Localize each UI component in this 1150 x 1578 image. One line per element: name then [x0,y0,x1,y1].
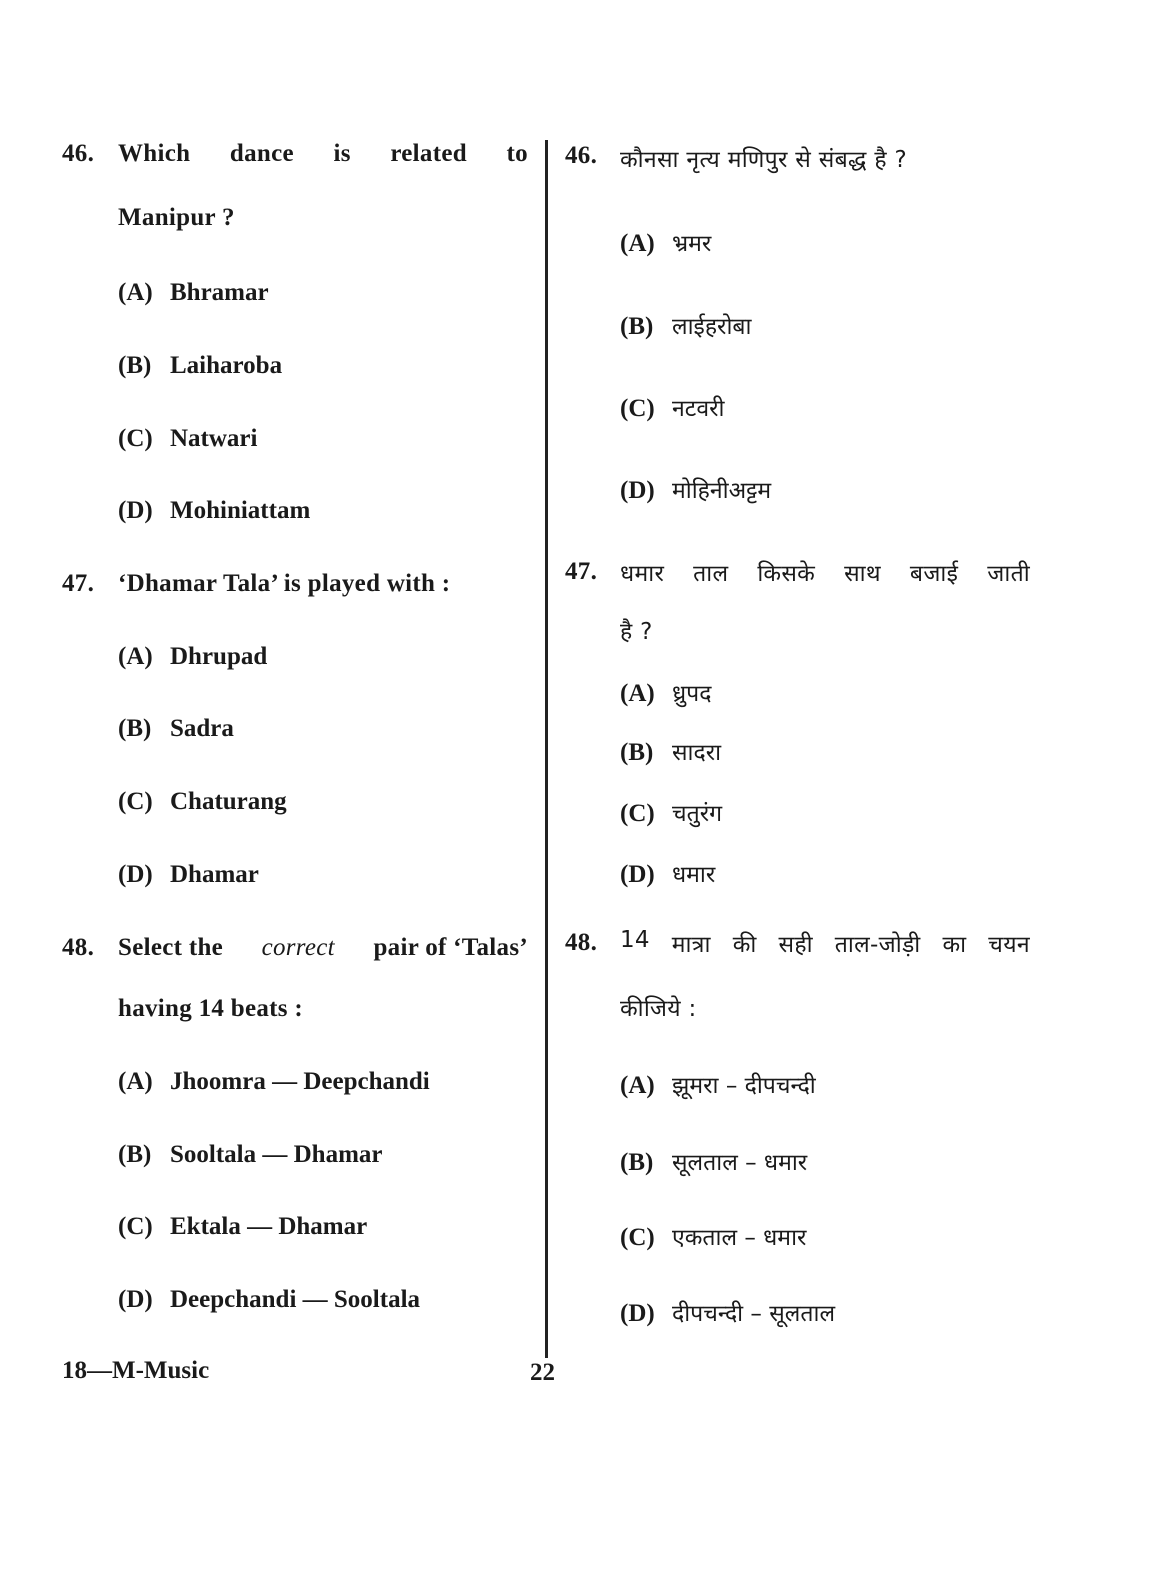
option-a [620,1068,816,1100]
option-text: Dhrupad [170,643,268,670]
question-word: बजाई [909,561,959,587]
question-text-line: ‘Dhamar Tala’ is played with : [118,570,451,597]
question-word: dance [229,140,294,167]
option-a [118,1068,430,1096]
option-label: (A) [620,230,655,257]
option-label: (A) [620,680,655,707]
option-label: (C) [620,395,655,422]
question-word: ताल-जोड़ी [834,932,921,958]
option-label: (D) [118,497,153,524]
question-word: जाती [987,561,1030,587]
question-number: 48. [62,934,95,961]
option-text: एकताल – धमार [672,1225,807,1251]
option-a [620,226,711,258]
option-text: मोहिनीअट्टम [672,478,772,504]
question-word: साथ [844,561,881,587]
option-label: (B) [118,715,152,742]
option-text: Dhamar [170,861,259,888]
option-label: (B) [118,352,152,379]
option-b [620,309,752,341]
column-divider [545,140,548,1358]
option-a [620,676,711,708]
question-text-part: pair of ‘Talas’ [373,934,528,961]
option-c [620,391,725,423]
option-label: (C) [620,800,655,827]
question-text-line [620,927,1030,959]
option-c [620,796,722,828]
option-text: Deepchandi — Sooltala [170,1286,421,1313]
option-label: (B) [118,1141,152,1168]
option-d [118,497,310,525]
option-text: भ्रमर [672,231,712,257]
option-label: (B) [620,313,654,340]
option-text: झूमरा – दीपचन्दी [672,1073,816,1099]
option-text: Ektala — Dhamar [170,1213,368,1240]
question-text-line: है ? [620,619,653,645]
option-label: (D) [620,1300,655,1327]
question-word: धमार [620,561,665,587]
option-text: नटवरी [672,396,725,422]
option-a [118,643,267,671]
option-label: (D) [118,1286,153,1313]
question-text-line: कौनसा नृत्य मणिपुर से संबद्ध है ? [620,147,907,173]
option-d [620,857,715,889]
question-word: सही [778,932,813,958]
option-d [118,1286,420,1314]
option-label: (A) [620,1072,655,1099]
question-text-line [620,556,1030,588]
option-c [620,1220,806,1252]
option-c [118,425,257,453]
question-number: 48. [565,929,598,956]
option-text: सूलताल – धमार [672,1150,808,1176]
option-b [118,715,234,743]
question-word: मात्रा [671,932,711,958]
option-b [118,352,282,380]
question-word: to [506,140,528,167]
question-word: चयन [988,932,1030,958]
option-b [118,1141,383,1169]
option-label: (C) [620,1224,655,1251]
question-word: ताल [693,561,729,587]
option-text: Jhoomra — Deepchandi [170,1068,430,1095]
question-word: is [333,140,351,167]
option-text: Mohiniattam [170,497,311,524]
option-text: Sadra [170,715,234,742]
option-text: धमार [672,862,716,888]
booklet-code: 18—M-Music [62,1357,210,1384]
option-text: दीपचन्दी – सूलताल [672,1301,836,1327]
question-word: related [390,140,467,167]
option-c [118,1213,367,1241]
option-text: चतुरंग [672,801,723,827]
page-number: 22 [530,1359,555,1386]
question-emphasis: correct [261,934,335,961]
option-label: (B) [620,739,654,766]
option-text: Natwari [170,425,258,452]
option-a [118,279,269,307]
option-d [620,1296,835,1328]
question-text-line [118,140,528,168]
option-label: (D) [118,861,153,888]
option-text: Bhramar [170,279,269,306]
question-number: 47. [565,558,598,585]
option-text: लाईहरोबा [672,314,752,340]
option-label: (A) [118,643,153,670]
question-word: Which [118,140,191,167]
question-text-part: Select the [118,934,224,961]
question-text-line [118,934,528,962]
option-text: Chaturang [170,788,287,815]
option-d [620,473,771,505]
question-word: का [942,932,967,958]
question-text-line: कीजिये : [620,996,697,1022]
question-number: 46. [565,142,598,169]
option-b [620,735,721,767]
option-label: (C) [118,1213,153,1240]
option-label: (D) [620,861,655,888]
option-text: Sooltala — Dhamar [170,1141,383,1168]
option-label: (A) [118,279,153,306]
option-d [118,861,259,889]
option-label: (B) [620,1149,654,1176]
question-text-line: having 14 beats : [118,995,303,1022]
option-text: ध्रुपद [672,681,712,707]
option-label: (D) [620,477,655,504]
question-word: किसके [757,561,816,587]
option-label: (C) [118,425,153,452]
question-number: 46. [62,140,95,167]
option-label: (A) [118,1068,153,1095]
option-text: Laiharoba [170,352,283,379]
option-b [620,1145,807,1177]
question-word: की [732,932,757,958]
option-text: सादरा [672,740,722,766]
option-c [118,788,287,816]
question-word: 14 [620,927,650,953]
option-label: (C) [118,788,153,815]
question-text-line: Manipur ? [118,204,235,231]
question-number: 47. [62,570,95,597]
